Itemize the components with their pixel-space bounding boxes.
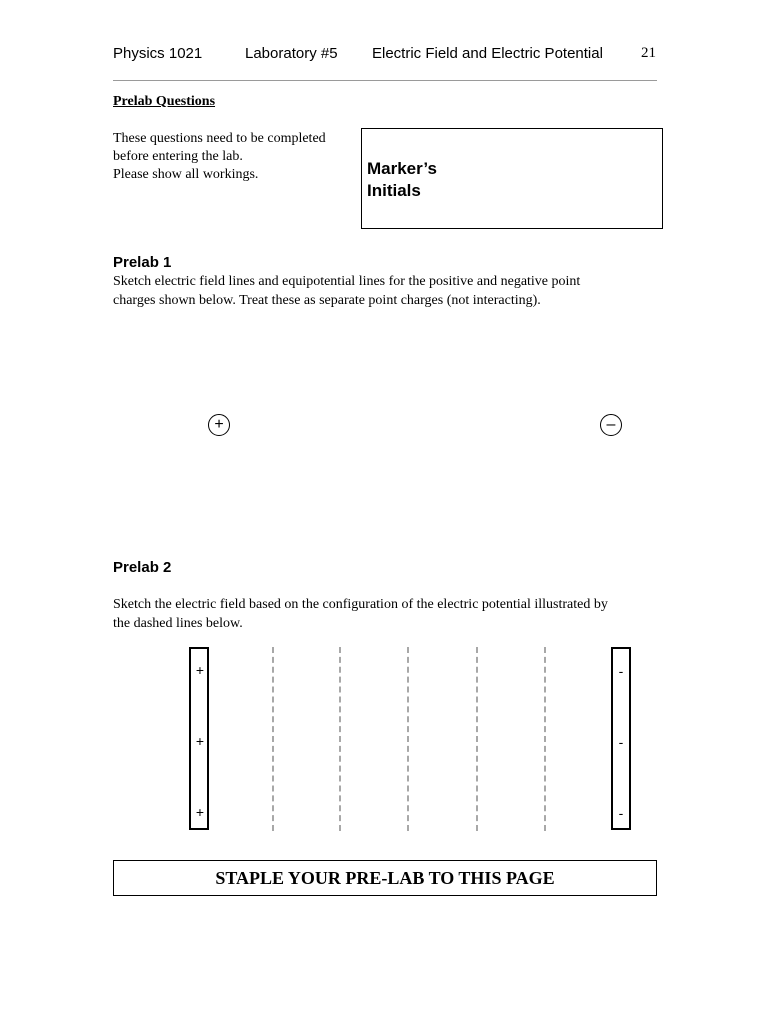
header-title: Electric Field and Electric Potential	[372, 45, 603, 62]
page-number: 21	[641, 45, 656, 61]
marker-label-line: Initials	[367, 181, 421, 200]
equipotential-dashed-line	[339, 647, 341, 831]
positive-charge-icon: +	[208, 414, 230, 436]
prelab-2-line: the dashed lines below.	[113, 616, 243, 631]
equipotential-dashed-line	[476, 647, 478, 831]
minus-sign: -	[618, 805, 624, 821]
prelab-2-line: Sketch the electric field based on the configuration of the electric potential illustrated by	[113, 597, 608, 612]
prelab-2-heading: Prelab 2	[113, 559, 172, 576]
negative-charge-icon: –	[600, 414, 622, 436]
prelab-2-text	[113, 595, 673, 633]
plus-sign: +	[195, 662, 205, 678]
markers-initials-label	[367, 158, 437, 202]
prelab-1-line: Sketch electric field lines and equipotential lines for the positive and negative point	[113, 274, 581, 289]
prelab-questions-heading: Prelab Questions	[113, 94, 216, 109]
equipotential-dashed-line	[272, 647, 274, 831]
plus-sign: +	[195, 733, 205, 749]
marker-label-line: Marker’s	[367, 159, 437, 178]
equipotential-dashed-line	[544, 647, 546, 831]
header-lab: Laboratory #5	[245, 45, 338, 62]
staple-notice-text: STAPLE YOUR PRE-LAB TO THIS PAGE	[215, 867, 555, 888]
instruction-line: These questions need to be completed	[113, 131, 326, 146]
minus-sign: -	[618, 663, 624, 679]
instruction-line: Please show all workings.	[113, 167, 259, 182]
instruction-line: before entering the lab.	[113, 149, 243, 164]
plus-sign: +	[195, 804, 205, 820]
equipotential-dashed-line	[407, 647, 409, 831]
prelab-1-text	[113, 272, 673, 310]
prelab-instructions	[113, 130, 353, 184]
prelab-1-heading: Prelab 1	[113, 254, 172, 271]
header-divider	[113, 80, 657, 81]
prelab-1-line: charges shown below. Treat these as separate point charges (not interacting).	[113, 293, 541, 308]
minus-sign: -	[618, 734, 624, 750]
staple-notice-box	[113, 860, 657, 896]
header-course: Physics 1021	[113, 45, 203, 62]
